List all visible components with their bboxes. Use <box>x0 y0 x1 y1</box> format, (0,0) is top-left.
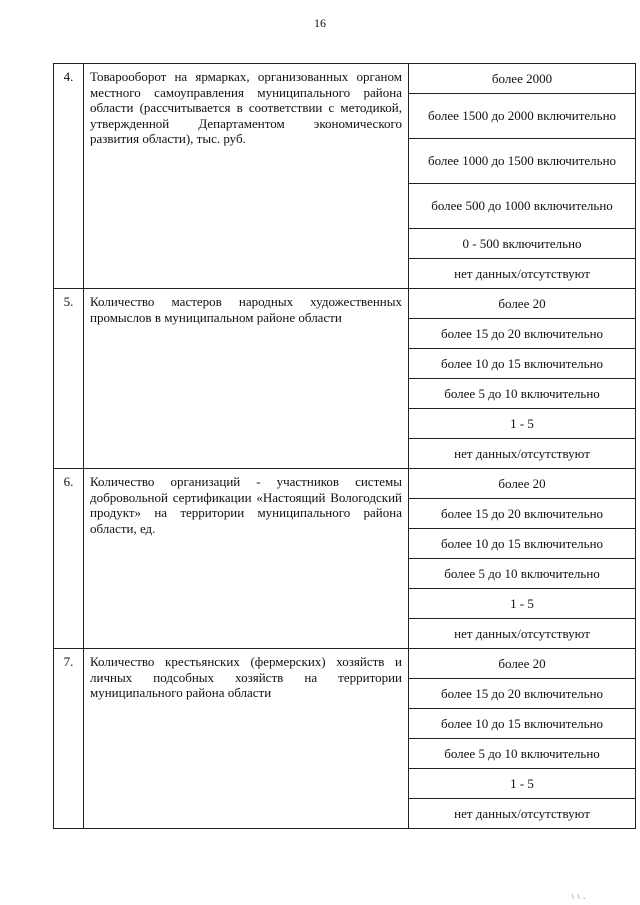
option-cell: более 1500 до 2000 включительно <box>409 94 636 139</box>
row-description: Количество организаций - участников системы добровольной сертификации «Настоящий Вологодский продукт» на территории муниципального района области, ед. <box>84 469 409 649</box>
option-cell: более 10 до 15 включительно <box>409 349 636 379</box>
criteria-table <box>53 63 636 829</box>
option-cell: более 5 до 10 включительно <box>409 559 636 589</box>
table-row <box>54 289 636 319</box>
option-cell: нет данных/отсутствуют <box>409 799 636 829</box>
row-description: Товарооборот на ярмарках, организованных органом местного самоуправления муниципального района области (рассчитывается в соответствии с методикой, утвержденной Департаментом экономического развития области), тыс. руб. <box>84 64 409 289</box>
option-cell: более 1000 до 1500 включительно <box>409 139 636 184</box>
row-description: Количество мастеров народных художественных промыслов в муниципальном районе области <box>84 289 409 469</box>
row-number: 5. <box>54 289 84 469</box>
option-cell: 0 - 500 включительно <box>409 229 636 259</box>
option-cell: более 15 до 20 включительно <box>409 679 636 709</box>
row-description: Количество крестьянских (фермерских) хозяйств и личных подсобных хозяйств на территории муниципального района области <box>84 649 409 829</box>
option-cell: более 2000 <box>409 64 636 94</box>
option-cell: нет данных/отсутствуют <box>409 439 636 469</box>
option-cell: более 15 до 20 включительно <box>409 499 636 529</box>
option-cell: более 10 до 15 включительно <box>409 709 636 739</box>
option-cell: 1 - 5 <box>409 409 636 439</box>
corner-mark: \ \ . <box>571 893 586 901</box>
option-cell: более 5 до 10 включительно <box>409 379 636 409</box>
table-row <box>54 649 636 679</box>
option-cell: нет данных/отсутствуют <box>409 619 636 649</box>
row-number: 7. <box>54 649 84 829</box>
option-cell: нет данных/отсутствуют <box>409 259 636 289</box>
option-cell: более 15 до 20 включительно <box>409 319 636 349</box>
option-cell: более 10 до 15 включительно <box>409 529 636 559</box>
option-cell: 1 - 5 <box>409 769 636 799</box>
option-cell: 1 - 5 <box>409 589 636 619</box>
row-number: 4. <box>54 64 84 289</box>
option-cell: более 500 до 1000 включительно <box>409 184 636 229</box>
option-cell: более 5 до 10 включительно <box>409 739 636 769</box>
table-row <box>54 469 636 499</box>
row-number: 6. <box>54 469 84 649</box>
page-number: 16 <box>314 16 326 30</box>
table-row <box>54 64 636 94</box>
option-cell: более 20 <box>409 649 636 679</box>
option-cell: более 20 <box>409 469 636 499</box>
option-cell: более 20 <box>409 289 636 319</box>
